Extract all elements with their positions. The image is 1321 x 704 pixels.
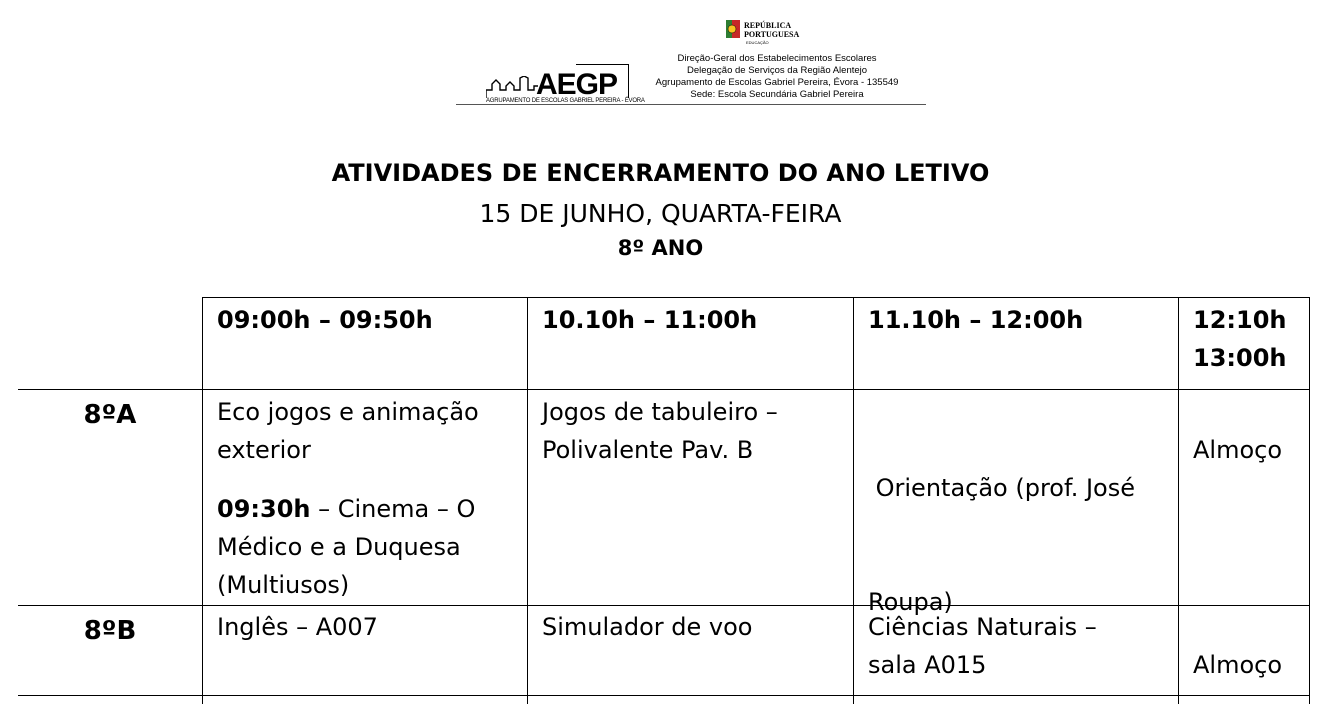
lunch-8a: Almoço <box>1193 436 1283 464</box>
admin-line: Direção-Geral dos Estabelecimentos Escolares <box>677 53 877 64</box>
letterhead-rule <box>456 104 926 105</box>
admin-line: Agrupamento de Escolas Gabriel Pereira, Évora - 135549 <box>655 77 899 88</box>
admin-line: Sede: Escola Secundária Gabriel Pereira <box>690 89 864 100</box>
header-slot-2: 10.10h – 11:00h <box>542 306 758 334</box>
document-date: 15 DE JUNHO, QUARTA-FEIRA <box>479 199 842 228</box>
header-slot-3: 11.10h – 12:00h <box>868 306 1084 334</box>
school-logo-subtitle: AGRUPAMENTO DE ESCOLAS GABRIEL PEREIRA - ÉVORA <box>486 98 645 104</box>
activity-8b-slot-2: Simulador de voo <box>542 613 753 641</box>
school-skyline-logo-icon <box>486 76 538 98</box>
admin-line: Delegação de Serviços da Região Alentejo <box>686 65 868 76</box>
cinema-time: 09:30h <box>217 495 311 523</box>
activity-8a-slot-2: Jogos de tabuleiro – Polivalente Pav. B <box>542 398 778 464</box>
logo-frame-side <box>628 64 629 98</box>
school-logo-text: AEGP <box>536 68 618 101</box>
republic-name: REPÚBLICA PORTUGUESA <box>744 21 800 39</box>
lunch-8b: Almoço <box>1193 651 1283 679</box>
header-slot-1: 09:00h – 09:50h <box>217 306 433 334</box>
table-rule <box>202 297 1310 298</box>
table-rule <box>527 297 528 704</box>
table-rule <box>202 297 203 704</box>
activity-8b-slot-1: Inglês – A007 <box>217 613 378 641</box>
table-rule <box>853 297 854 704</box>
activity-8b-slot-3: Ciências Naturais – sala A015 <box>868 613 1097 679</box>
table-rule <box>18 389 1310 390</box>
administration-lines <box>632 53 922 101</box>
document-title: ATIVIDADES DE ENCERRAMENTO DO ANO LETIVO <box>331 159 990 187</box>
header-slot-4: 12:10h 13:00h <box>1193 306 1287 372</box>
class-label-8a: 8ºA <box>83 400 137 430</box>
table-rule <box>1309 297 1310 704</box>
ministry-label: EDUCAÇÃO <box>746 40 769 45</box>
class-label-8b: 8ºB <box>83 616 137 646</box>
table-rule <box>1178 297 1179 704</box>
school-year-label: 8º ANO <box>617 236 704 260</box>
republic-emblem-icon <box>726 20 740 38</box>
logo-frame <box>576 64 628 65</box>
letterhead <box>456 18 926 106</box>
activity-8a-slot-1: Eco jogos e animação exterior 09:30h – Cinema – O Médico e a Duquesa (Multiusos) <box>217 398 479 599</box>
activity-8a-slot-3: Orientação (prof. José Roupa) <box>868 474 1135 616</box>
